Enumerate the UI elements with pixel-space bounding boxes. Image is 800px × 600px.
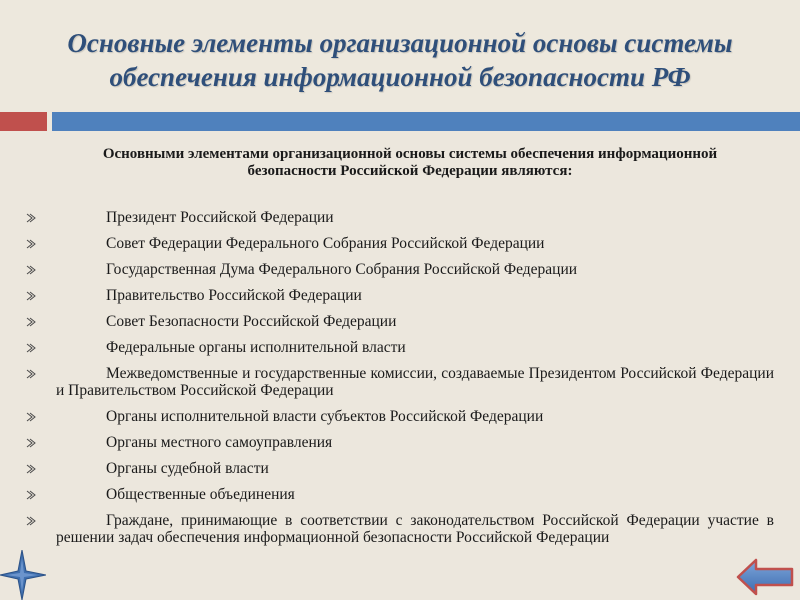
list-item-text: Правительство Российской Федерации	[106, 287, 362, 304]
list-item	[0, 339, 800, 356]
compass-star-icon	[0, 550, 46, 600]
list-item	[0, 209, 800, 226]
list-item	[0, 512, 800, 546]
chevron-arrow-icon	[26, 516, 36, 526]
intro-text: Основными элементами организационной основы системы обеспечения информационной безопасности Российской Федерации являются:	[102, 146, 718, 179]
list-item	[0, 486, 800, 503]
list-item-text: Граждане, принимающие в соответствии с законодательством Российской Федерации участие в решении задач обеспечения информационной безопасности Российской Федерации	[56, 512, 774, 546]
list-item-text: Президент Российской Федерации	[106, 209, 334, 226]
list-item-text: Общественные объединения	[106, 486, 295, 503]
elements-list	[0, 209, 800, 555]
slide-title: Основные элементы организационной основы системы обеспечения информационной безопасности РФ	[67, 28, 733, 92]
chevron-arrow-icon	[26, 213, 36, 223]
list-item-text: Федеральные органы исполнительной власти	[106, 339, 406, 356]
list-item-text: Органы судебной власти	[106, 460, 269, 477]
list-item-text: Государственная Дума Федерального Собрания Российской Федерации	[106, 261, 578, 278]
list-item	[0, 365, 800, 399]
accent-bar-blue	[52, 112, 800, 131]
list-item-text: Совет Федерации Федерального Собрания Российской Федерации	[106, 235, 545, 252]
title-area	[0, 0, 800, 110]
list-item	[0, 460, 800, 477]
chevron-arrow-icon	[26, 369, 36, 379]
accent-bar-red	[0, 112, 47, 131]
chevron-arrow-icon	[26, 265, 36, 275]
list-item	[0, 313, 800, 330]
chevron-arrow-icon	[26, 438, 36, 448]
list-item-text: Межведомственные и государственные комиссии, создаваемые Президентом Российской Федерации и Правительством Российской Федерации	[56, 365, 774, 399]
list-item	[0, 261, 800, 278]
chevron-arrow-icon	[26, 412, 36, 422]
back-arrow-icon[interactable]	[736, 558, 794, 596]
list-item-text: Совет Безопасности Российской Федерации	[106, 313, 397, 330]
chevron-arrow-icon	[26, 317, 36, 327]
chevron-arrow-icon	[26, 490, 36, 500]
list-item	[0, 408, 800, 425]
chevron-arrow-icon	[26, 239, 36, 249]
chevron-arrow-icon	[26, 464, 36, 474]
list-item	[0, 434, 800, 451]
chevron-arrow-icon	[26, 343, 36, 353]
list-item	[0, 235, 800, 252]
list-item-text: Органы местного самоуправления	[106, 434, 333, 451]
list-item	[0, 287, 800, 304]
chevron-arrow-icon	[26, 291, 36, 301]
list-item-text: Органы исполнительной власти субъектов Российской Федерации	[106, 408, 544, 425]
